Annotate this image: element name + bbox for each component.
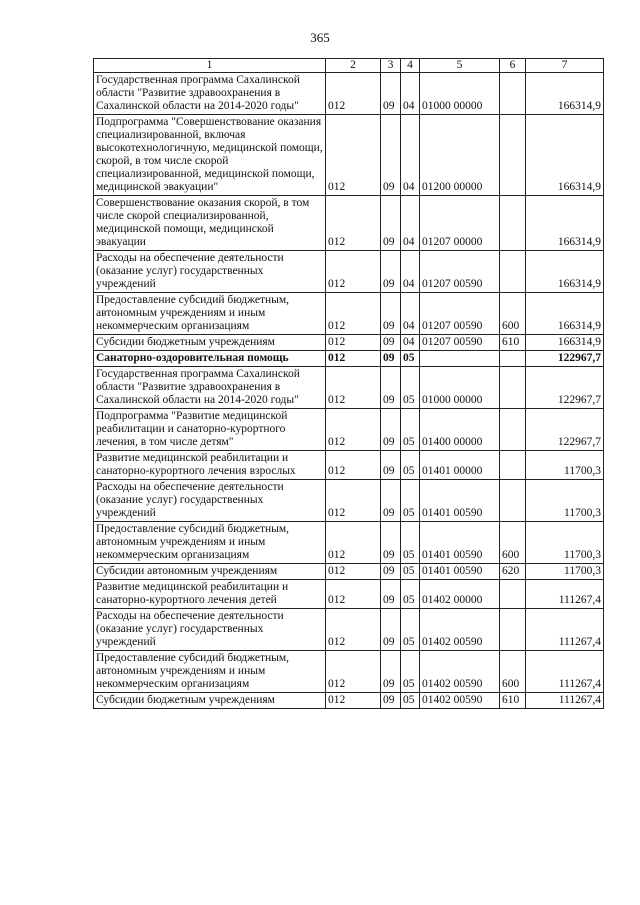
- row-name-cell: Санаторно-оздоровительная помощь: [94, 351, 326, 367]
- table-row: [94, 293, 604, 335]
- column-header: 1: [94, 59, 326, 73]
- expense-type-cell: 620: [500, 564, 526, 580]
- row-name-cell: Предоставление субсидий бюджетным, автономным учреждениям и иным некоммерческим организациям: [94, 522, 326, 564]
- section-code-cell: 09: [381, 293, 401, 335]
- table-row: [94, 115, 604, 196]
- amount-cell: 122967,7: [526, 351, 604, 367]
- table-row: [94, 451, 604, 480]
- amount-cell: 166314,9: [526, 335, 604, 351]
- section-code-cell: 09: [381, 367, 401, 409]
- table-row: [94, 251, 604, 293]
- row-name-cell: Расходы на обеспечение деятельности (оказание услуг) государственных учреждений: [94, 609, 326, 651]
- expense-type-cell: [500, 480, 526, 522]
- subsection-code-cell: 05: [401, 367, 420, 409]
- ministry-code-cell: 012: [326, 480, 381, 522]
- row-name-cell: Субсидии бюджетным учреждениям: [94, 335, 326, 351]
- ministry-code-cell: 012: [326, 451, 381, 480]
- expense-type-cell: [500, 451, 526, 480]
- expense-type-cell: [500, 73, 526, 115]
- amount-cell: 111267,4: [526, 693, 604, 709]
- budget-table: [93, 58, 604, 709]
- expense-type-cell: 600: [500, 522, 526, 564]
- target-article-cell: 01402 00590: [420, 693, 500, 709]
- subsection-code-cell: 05: [401, 580, 420, 609]
- section-code-cell: 09: [381, 651, 401, 693]
- target-article-cell: 01401 00590: [420, 522, 500, 564]
- ministry-code-cell: 012: [326, 522, 381, 564]
- row-name-cell: Государственная программа Сахалинской области "Развитие здравоохранения в Сахалинской области на 2014-2020 годы": [94, 367, 326, 409]
- section-code-cell: 09: [381, 451, 401, 480]
- table-row: [94, 367, 604, 409]
- expense-type-cell: [500, 351, 526, 367]
- subsection-code-cell: 05: [401, 409, 420, 451]
- table-row: [94, 196, 604, 251]
- amount-cell: 11700,3: [526, 451, 604, 480]
- section-code-cell: 09: [381, 115, 401, 196]
- section-code-cell: 09: [381, 73, 401, 115]
- table-row: [94, 651, 604, 693]
- ministry-code-cell: 012: [326, 367, 381, 409]
- amount-cell: 166314,9: [526, 115, 604, 196]
- section-code-cell: 09: [381, 564, 401, 580]
- row-name-cell: Субсидии бюджетным учреждениям: [94, 693, 326, 709]
- table-row: [94, 480, 604, 522]
- row-name-cell: Предоставление субсидий бюджетным, автономным учреждениям и иным некоммерческим организациям: [94, 293, 326, 335]
- row-name-cell: Предоставление субсидий бюджетным, автономным учреждениям и иным некоммерческим организациям: [94, 651, 326, 693]
- row-name-cell: Развитие медицинской реабилитации и санаторно-курортного лечения детей: [94, 580, 326, 609]
- subsection-code-cell: 05: [401, 480, 420, 522]
- table-row: [94, 564, 604, 580]
- table-row: [94, 351, 604, 367]
- target-article-cell: 01000 00000: [420, 73, 500, 115]
- target-article-cell: 01207 00590: [420, 251, 500, 293]
- ministry-code-cell: 012: [326, 409, 381, 451]
- target-article-cell: 01207 00590: [420, 335, 500, 351]
- subsection-code-cell: 05: [401, 522, 420, 564]
- row-name-cell: Подпрограмма "Развитие медицинской реабилитации и санаторно-курортного лечения, в том числе детям": [94, 409, 326, 451]
- expense-type-cell: 600: [500, 293, 526, 335]
- section-code-cell: 09: [381, 409, 401, 451]
- ministry-code-cell: 012: [326, 351, 381, 367]
- row-name-cell: Расходы на обеспечение деятельности (оказание услуг) государственных учреждений: [94, 251, 326, 293]
- expense-type-cell: [500, 115, 526, 196]
- amount-cell: 11700,3: [526, 564, 604, 580]
- column-header: 7: [526, 59, 604, 73]
- amount-cell: 166314,9: [526, 73, 604, 115]
- row-name-cell: Совершенствование оказания скорой, в том числе скорой специализированной, медицинской помощи, медицинской эвакуации: [94, 196, 326, 251]
- ministry-code-cell: 012: [326, 580, 381, 609]
- ministry-code-cell: 012: [326, 651, 381, 693]
- row-name-cell: Развитие медицинской реабилитации и санаторно-курортного лечения взрослых: [94, 451, 326, 480]
- target-article-cell: 01401 00590: [420, 480, 500, 522]
- target-article-cell: 01000 00000: [420, 367, 500, 409]
- subsection-code-cell: 05: [401, 451, 420, 480]
- table-row: [94, 522, 604, 564]
- table-row: [94, 580, 604, 609]
- ministry-code-cell: 012: [326, 609, 381, 651]
- ministry-code-cell: 012: [326, 115, 381, 196]
- expense-type-cell: [500, 251, 526, 293]
- subsection-code-cell: 05: [401, 609, 420, 651]
- target-article-cell: [420, 351, 500, 367]
- column-header: 3: [381, 59, 401, 73]
- column-header: 6: [500, 59, 526, 73]
- target-article-cell: 01401 00000: [420, 451, 500, 480]
- table-row: [94, 335, 604, 351]
- subsection-code-cell: 05: [401, 693, 420, 709]
- target-article-cell: 01402 00590: [420, 651, 500, 693]
- column-header: 4: [401, 59, 420, 73]
- section-code-cell: 09: [381, 693, 401, 709]
- expense-type-cell: [500, 580, 526, 609]
- ministry-code-cell: 012: [326, 251, 381, 293]
- subsection-code-cell: 04: [401, 115, 420, 196]
- expense-type-cell: 610: [500, 693, 526, 709]
- column-header: 5: [420, 59, 500, 73]
- target-article-cell: 01402 00000: [420, 580, 500, 609]
- section-code-cell: 09: [381, 480, 401, 522]
- target-article-cell: 01401 00590: [420, 564, 500, 580]
- target-article-cell: 01400 00000: [420, 409, 500, 451]
- section-code-cell: 09: [381, 522, 401, 564]
- expense-type-cell: 610: [500, 335, 526, 351]
- table-header-row: [94, 59, 604, 73]
- section-code-cell: 09: [381, 196, 401, 251]
- subsection-code-cell: 04: [401, 251, 420, 293]
- table-body: [94, 73, 604, 709]
- subsection-code-cell: 04: [401, 335, 420, 351]
- row-name-cell: Расходы на обеспечение деятельности (оказание услуг) государственных учреждений: [94, 480, 326, 522]
- table-row: [94, 409, 604, 451]
- section-code-cell: 09: [381, 580, 401, 609]
- expense-type-cell: [500, 196, 526, 251]
- amount-cell: 122967,7: [526, 409, 604, 451]
- amount-cell: 111267,4: [526, 609, 604, 651]
- ministry-code-cell: 012: [326, 73, 381, 115]
- section-code-cell: 09: [381, 351, 401, 367]
- row-name-cell: Государственная программа Сахалинской области "Развитие здравоохранения в Сахалинской области на 2014-2020 годы": [94, 73, 326, 115]
- amount-cell: 11700,3: [526, 480, 604, 522]
- amount-cell: 166314,9: [526, 251, 604, 293]
- amount-cell: 166314,9: [526, 293, 604, 335]
- table-row: [94, 609, 604, 651]
- amount-cell: 111267,4: [526, 580, 604, 609]
- ministry-code-cell: 012: [326, 293, 381, 335]
- row-name-cell: Подпрограмма "Совершенствование оказания специализированной, включая высокотехнологичную, медицинской помощи, скорой, в том числе скорой специализированной, медицинской помощи, медицинской эвакуации": [94, 115, 326, 196]
- target-article-cell: 01207 00000: [420, 196, 500, 251]
- subsection-code-cell: 04: [401, 73, 420, 115]
- ministry-code-cell: 012: [326, 196, 381, 251]
- amount-cell: 166314,9: [526, 196, 604, 251]
- page-number: 365: [310, 30, 330, 45]
- ministry-code-cell: 012: [326, 335, 381, 351]
- expense-type-cell: [500, 367, 526, 409]
- table-row: [94, 693, 604, 709]
- subsection-code-cell: 04: [401, 293, 420, 335]
- subsection-code-cell: 05: [401, 651, 420, 693]
- section-code-cell: 09: [381, 609, 401, 651]
- target-article-cell: 01402 00590: [420, 609, 500, 651]
- amount-cell: 11700,3: [526, 522, 604, 564]
- column-header: 2: [326, 59, 381, 73]
- subsection-code-cell: 05: [401, 564, 420, 580]
- expense-type-cell: 600: [500, 651, 526, 693]
- subsection-code-cell: 05: [401, 351, 420, 367]
- section-code-cell: 09: [381, 251, 401, 293]
- row-name-cell: Субсидии автономным учреждениям: [94, 564, 326, 580]
- subsection-code-cell: 04: [401, 196, 420, 251]
- ministry-code-cell: 012: [326, 564, 381, 580]
- target-article-cell: 01207 00590: [420, 293, 500, 335]
- target-article-cell: 01200 00000: [420, 115, 500, 196]
- amount-cell: 122967,7: [526, 367, 604, 409]
- expense-type-cell: [500, 409, 526, 451]
- expense-type-cell: [500, 609, 526, 651]
- ministry-code-cell: 012: [326, 693, 381, 709]
- table-row: [94, 73, 604, 115]
- section-code-cell: 09: [381, 335, 401, 351]
- amount-cell: 111267,4: [526, 651, 604, 693]
